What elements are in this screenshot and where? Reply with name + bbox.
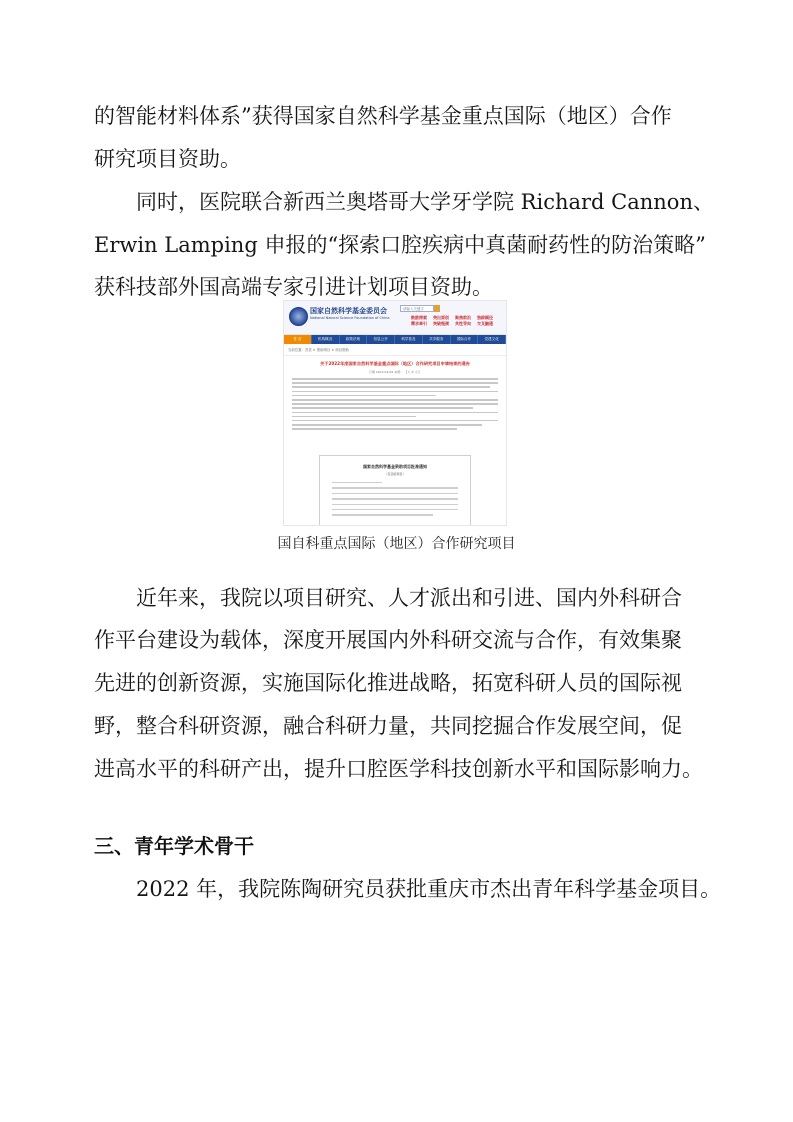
screenshot-nav-item: 国际合作 — [451, 335, 479, 344]
screenshot-nav-item: 共享服务 — [423, 335, 451, 344]
paragraph2-line-2: Erwin Lamping 申报的“探索口腔疾病中真菌耐药性的防治策略” — [94, 233, 706, 257]
paragraph2-line-3: 获科技部外国高端专家引进计划项目资助。 — [94, 275, 493, 299]
screenshot-article-meta: 日期 2022-09-09 来源： 【大 中 小】 — [368, 370, 422, 374]
screenshot-search-icon — [434, 305, 440, 312]
nsfc-website-screenshot — [283, 300, 507, 526]
screenshot-nav-item: 首 页 — [284, 335, 312, 344]
paragraph1-line-1: 的智能材料体系”获得国家自然科学基金重点国际（地区）合作 — [94, 104, 672, 128]
slogan: 突破瓶颈 — [433, 321, 449, 326]
screenshot-article-title: 关于2022年度国家自然科学基金重点国际（地区）合作研究项目申请结果的通告 — [320, 361, 470, 366]
paragraph2-line-1: 同时，医院联合新西兰奥塔哥大学牙学院 Richard Cannon、 — [136, 190, 714, 214]
screenshot-header — [284, 301, 506, 335]
approval-notice-subtitle: （签章版项目） — [384, 472, 406, 476]
screenshot-nav-bar — [284, 335, 506, 344]
section-heading: 三、青年学术骨干 — [94, 834, 254, 858]
slogan: 需求牵引 — [411, 321, 427, 326]
screenshot-breadcrumb: 当前位置：首页 > 资助项目 > 项目资助 — [284, 344, 506, 356]
slogan: 共性导向 — [455, 321, 471, 326]
slogan: 独辟蹊径 — [477, 315, 493, 320]
screenshot-nav-item: 政策法规 — [340, 335, 368, 344]
approval-notice-title: 国家自然科学基金资助项目批准通知 — [363, 464, 427, 469]
screenshot-search-box: 请输入关键字 — [400, 305, 434, 312]
slogan: 交叉融通 — [477, 321, 493, 326]
screenshot-slogans — [411, 315, 503, 327]
screenshot-site-title: 国家自然科学基金委员会 — [310, 307, 387, 315]
screenshot-approval-notice — [319, 455, 471, 526]
approval-notice-body — [332, 482, 458, 516]
paragraph3-line-2: 作平台建设为载体，深度开展国内外科研交流与合作，有效集聚 — [94, 628, 682, 652]
screenshot-site-subtitle: National Natural Science Foundation of China — [310, 316, 390, 320]
slogan: 鼓励探索 — [411, 315, 427, 320]
paragraph3-line-1: 近年来，我院以项目研究、人才派出和引进、国内外科研合 — [136, 586, 682, 610]
screenshot-nav-item: 信息公开 — [367, 335, 395, 344]
slogan: 聚焦前沿 — [455, 315, 471, 320]
section3-paragraph: 2022 年，我院陈陶研究员获批重庆市杰出青年科学基金项目。 — [136, 877, 722, 901]
screenshot-article-body — [292, 378, 498, 430]
screenshot-nav-item: 党建文化 — [478, 335, 506, 344]
screenshot-nav-item: 机构概况 — [312, 335, 340, 344]
figure-caption: 国自科重点国际（地区）合作研究项目 — [277, 536, 516, 552]
paragraph3-line-5: 进高水平的科研产出，提升口腔医学科技创新水平和国际影响力。 — [94, 757, 703, 781]
paragraph3-line-3: 先进的创新资源，实施国际化推进战略，拓宽科研人员的国际视 — [94, 671, 682, 695]
screenshot-nav-item: 科学普及 — [395, 335, 423, 344]
paragraph3-line-4: 野，整合科研资源，融合科研力量，共同挖掘合作发展空间，促 — [94, 714, 682, 738]
nsfc-logo-icon — [289, 307, 308, 326]
paragraph1-line-2: 研究项目资助。 — [94, 147, 241, 171]
slogan: 突出原创 — [433, 315, 449, 320]
